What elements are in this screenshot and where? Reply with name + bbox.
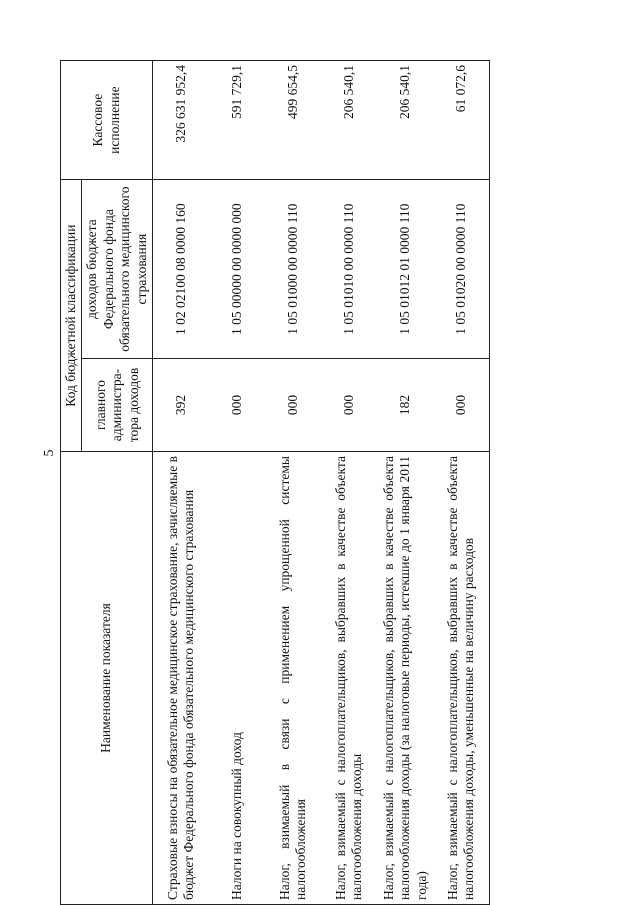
row-name: Налог, взимаемый с налогоплательщиков, выбравших в качестве объекта налогообложения доходы (за налоговые периоды, истекшие до 1 января 2011 года)	[377, 452, 433, 905]
rotated-table-wrapper	[60, 60, 560, 905]
row-name: Налог, взимаемый с налогоплательщиков, выбравших в качестве объекта налогообложения доходы, уменьшенные на величину расходов	[433, 452, 490, 905]
row-admin: 000	[265, 359, 321, 452]
table-row	[153, 61, 210, 905]
header-name: Наименование показателя	[61, 452, 153, 905]
row-amount: 326 631 952,4	[153, 61, 210, 180]
row-amount: 499 654,5	[265, 61, 321, 180]
header-admin: главного администра-тора доходов	[82, 359, 153, 452]
page-number: 5	[42, 449, 57, 457]
header-income: доходов бюджета Федерального фонда обязательного медицинского страхования	[82, 180, 153, 359]
row-code: 1 02 02100 08 0000 160	[153, 180, 210, 359]
row-admin: 000	[433, 359, 490, 452]
row-amount: 206 540,1	[321, 61, 377, 180]
row-admin: 392	[153, 359, 210, 452]
row-name: Налоги на совокупный доход	[209, 452, 265, 905]
row-admin: 000	[209, 359, 265, 452]
table-row	[209, 61, 265, 905]
row-name: Страховые взносы на обязательное медицинское страхование, зачисляемые в бюджет Федерального фонда обязательного медицинского страхования	[153, 452, 210, 905]
row-amount: 206 540,1	[377, 61, 433, 180]
row-code: 1 05 00000 00 0000 000	[209, 180, 265, 359]
row-code: 1 05 01010 00 0000 110	[321, 180, 377, 359]
row-admin: 182	[377, 359, 433, 452]
row-code: 1 05 01000 00 0000 110	[265, 180, 321, 359]
row-code: 1 05 01020 00 0000 110	[433, 180, 490, 359]
row-code: 1 05 01012 01 0000 110	[377, 180, 433, 359]
row-amount: 591 729,1	[209, 61, 265, 180]
table-row	[377, 61, 433, 905]
budget-table	[60, 60, 490, 905]
table-row	[265, 61, 321, 905]
row-amount: 61 072,6	[433, 61, 490, 180]
header-classification-group: Код бюджетной классификации	[61, 180, 82, 452]
row-name: Налог, взимаемый с налогоплательщиков, выбравших в качестве объекта налогообложения доходы	[321, 452, 377, 905]
row-name: Налог, взимаемый в связи с применением упрощенной системы налогообложения	[265, 452, 321, 905]
header-amount: Кассовое исполнение	[61, 61, 153, 180]
table-row	[433, 61, 490, 905]
table-row	[321, 61, 377, 905]
row-admin: 000	[321, 359, 377, 452]
